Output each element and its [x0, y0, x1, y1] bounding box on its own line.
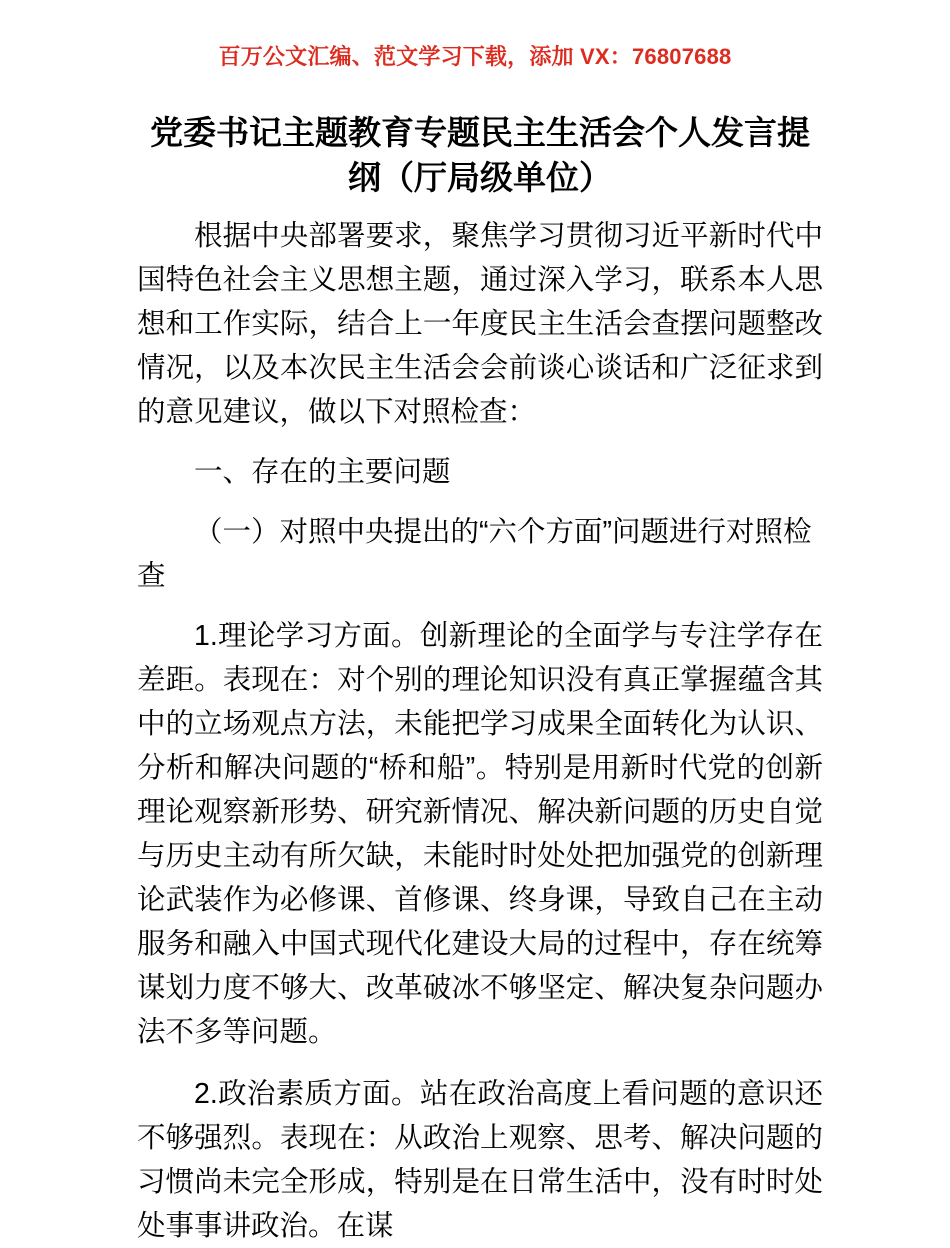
- item-1-theory-study: 1.理论学习方面。创新理论的全面学与专注学存在差距。表现在：对个别的理论知识没有真正掌握蕴含其中的立场观点方法，未能把学习成果全面转化为认识、分析和解决问题的“桥和船”。特别是用新时代党的创新理论观察新形势、研究新情况、解决新问题的历史自觉与历史主动有所欠缺，未能时时处处把加强党的创新理论武装作为必修课、首修课、终身课，导致自己在主动服务和融入中国式现代化建设大局的过程中，存在统筹谋划力度不够大、改革破冰不够坚定、解决复杂问题办法不多等问题。: [137, 620, 823, 1048]
- item-2-political-quality: 2.政治素质方面。站在政治高度上看问题的意识还不够强烈。表现在：从政治上观察、思考、解决问题的习惯尚未完全形成，特别是在日常生活中，没有时时处处事事讲政治。在谋: [137, 1078, 823, 1242]
- document-title: 党委书记主题教育专题民主生活会个人发言提纲（厅局级单位）: [150, 114, 810, 196]
- opening-paragraph: 根据中央部署要求，聚焦学习贯彻习近平新时代中国特色社会主义思想主题，通过深入学习，联系本人思想和工作实际，结合上一年度民主生活会查摆问题整改情况，以及本次民主生活会会前谈心谈话和广泛征求到的意见建议，做以下对照检查：: [137, 220, 823, 428]
- document-content: [137, 110, 823, 1248]
- paragraph-spacer: [137, 598, 823, 614]
- section-heading-main-problems: 一、存在的主要问题: [194, 456, 451, 488]
- paragraph-spacer: [137, 434, 823, 450]
- paragraph-spacer: [137, 494, 823, 510]
- promo-header-text: 百万公文汇编、范文学习下载，添加 VX：76807688: [218, 44, 732, 69]
- subsection-heading-six-aspects: （一）对照中央提出的“六个方面”问题进行对照检查: [137, 516, 812, 592]
- paragraph-spacer: [137, 1054, 823, 1072]
